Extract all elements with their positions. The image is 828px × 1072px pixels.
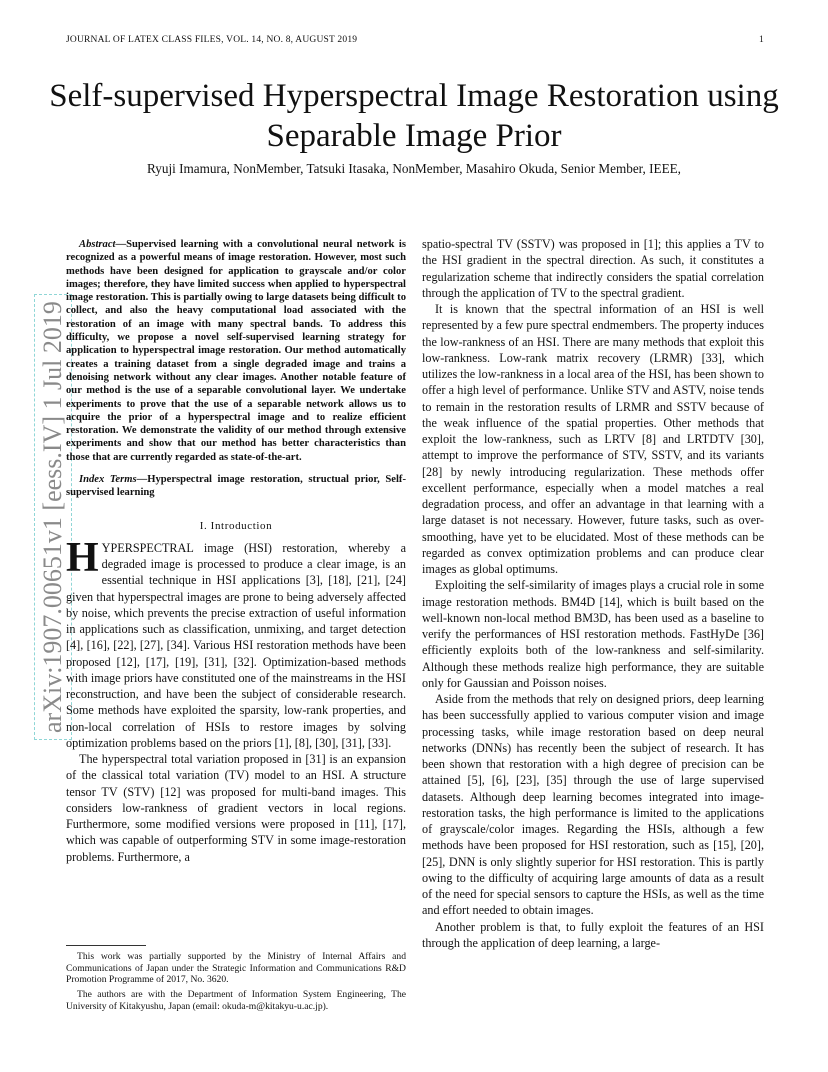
index-terms xyxy=(66,473,406,500)
drop-cap: H xyxy=(66,534,99,581)
footnote-funding: This work was partially supported by the Ministry of Internal Affairs and Communications of Japan under the Strategic Information and Communications R&D Promotion Programme of 2017, No. 3620. xyxy=(66,951,406,986)
footnote-affiliation: The authors are with the Department of Information System Engineering, The University of Kitakyushu, Japan (email: okuda-m@kitakyu-u.ac.jp). xyxy=(66,989,406,1012)
intro-paragraph-2: The hyperspectral total variation proposed in [31] is an expansion of the classical total variation (TV) model to an HSI. A structure tensor TV (STV) [12] was proposed for multi-band images. This considers low-rankness of gradient vectors in local regions. Furthermore, some modified versions were proposed in [11], [17], which was capable of outperforming STV in some image-restoration problems. Furthermore, a xyxy=(66,752,406,864)
right-column xyxy=(422,236,764,951)
abstract-label: Abstract xyxy=(79,239,116,250)
intro-paragraph-1 xyxy=(66,534,406,751)
abstract xyxy=(66,238,406,464)
index-terms-text: —Hyperspectral image restoration, structual prior, Self-supervised learning xyxy=(66,474,406,499)
running-header xyxy=(66,35,764,45)
journal-name: JOURNAL OF LATEX CLASS FILES, VOL. 14, NO. 8, AUGUST 2019 xyxy=(66,35,358,45)
index-terms-label: Index Terms xyxy=(79,474,137,486)
page-number: 1 xyxy=(759,35,764,45)
paper-title: Self-supervised Hyperspectral Image Restoration using Separable Image Prior xyxy=(49,78,779,154)
right-paragraph-5: Another problem is that, to fully exploit the features of an HSI through the application of deep learning, a large- xyxy=(422,919,764,950)
arxiv-stamp[interactable]: arXiv:1907.00651v1 [eess.IV] 1 Jul 2019 xyxy=(34,294,72,740)
footnote-rule xyxy=(66,945,146,946)
abstract-text: —Supervised learning with a convolutional neural network is recognized as a powerful means of image restoration. However, most such methods have been designed for application to grayscale and/or color images; therefore, they have limited success when applied to hyperspectral image restoration. This is partially owing to large datasets being difficult to collect, and also the heavy computational load associated with the restoration of an image with many spectral bands. To address this difficulty, we propose a novel self-supervised learning strategy for application to hyperspectral image restoration. Our method automatically creates a training dataset from a single degraded image and trains a denoising network without any clear images. Another notable feature of our method is the use of a separable convolutional layer. We undertake experiments to prove that the use of a separable network allows us to acquire the prior of a hyperspectral image and to realize efficient restoration. We demonstrate the validity of our method through extensive experiments and show that our method has better characteristics than those that are currently regarded as state-of-the-art. xyxy=(66,239,406,463)
intro-text-1: YPERSPECTRAL image (HSI) restoration, whereby a degraded image is processed to produce a clear image, is an essential technique in HSI applications [3], [18], [21], [24] given that hyperspectral images are prone to being adversely affected by noise, which prevents the precise extraction of useful information in applications such as classification, unmixing, and target detection [4], [16], [22], [27], [34]. Various HSI restoration methods have been proposed [12], [17], [19], [31], [32]. Optimization-based methods with image priors have constituted one of the mainstreams in the HSI reconstruction, and have been the subject of considerable research. Some methods have exploited the sparsity, low-rank properties, and non-local correlation of HSIs to restore images by solving optimization problems based on the priors [1], [8], [30], [31], [33]. xyxy=(66,540,406,750)
section-heading: I. Introduction xyxy=(199,519,273,532)
right-paragraph-2: It is known that the spectral information of an HSI is well represented by a few pure spectral endmembers. The property induces the low-rankness of an HSI. There are many methods that exploit this low-rankness. Low-rank matrix recovery (LRMR) [33], which utilizes the low-rankness in a local area of the HSI, has been shown to offer a high level of performance. Unlike STV and ASTV, noise tends to remain in the restoration results of LRMR and SSTV because of the weak influence of the spatial properties. Other methods that exploit the low-rankness, such as LRTV [8] and LRTDTV [30], attempt to improve the performance of STV, SSTV, and its variants [28] by newly introducing regularization. These methods offer excellent performance, especially when a model matches a real degradation process, and offer an advantage in that learning with a large dataset is not necessary. However, future tasks, such as over-smoothing, have yet to be elucidated. Most of these methods can be regarded as convex optimization problems and can produce clear images as global optimums. xyxy=(422,302,764,576)
right-paragraph-4: Aside from the methods that rely on designed priors, deep learning has been successfully applied to various computer vision and image processing tasks, while image restoration based on deep neural networks (DNNs) has recently been the subject of research. It has been shown that restoration with a high degree of precision can be attained [5], [6], [23], [35] through the use of large supervised datasets. Although deep learning becomes integrated into image-restoration tasks, the high performance is limited to the applications of grayscale/color images. Regarding the HSIs, although a few methods have been proposed for HSI restoration, such as [15], [20], [25], DNN is only slightly superior for HSI restoration. This is partly owing to the difficulty of acquiring large amounts of data as a result of the need for special sensors to capture the HSIs, as well as the time and effort needed to obtain images. xyxy=(422,692,764,918)
left-column xyxy=(66,238,406,865)
author-list: Ryuji Imamura, NonMember, Tatsuki Itasaka, NonMember, Masahiro Okuda, Senior Member, IEEE, xyxy=(147,161,681,176)
right-paragraph-1: spatio-spectral TV (SSTV) was proposed in [1]; this applies a TV to the HSI gradient in the spectral direction. As such, it constitutes a regularization scheme that indirectly considers the spatial correlation through the application of TV to the spectral gradient. xyxy=(422,237,764,300)
right-paragraph-3: Exploiting the self-similarity of images plays a crucial role in some image restoration methods. BM4D [14], which is built based on the well-known non-local method BM3D, has been used as a baseline to verify the performances of HSI restoration methods. FastHyDe [36] efficiently exploits both of the low-rankness and self-similarity. Although these methods realize high performance, they are suitable only for Gaussian and Poisson noises. xyxy=(422,578,764,690)
